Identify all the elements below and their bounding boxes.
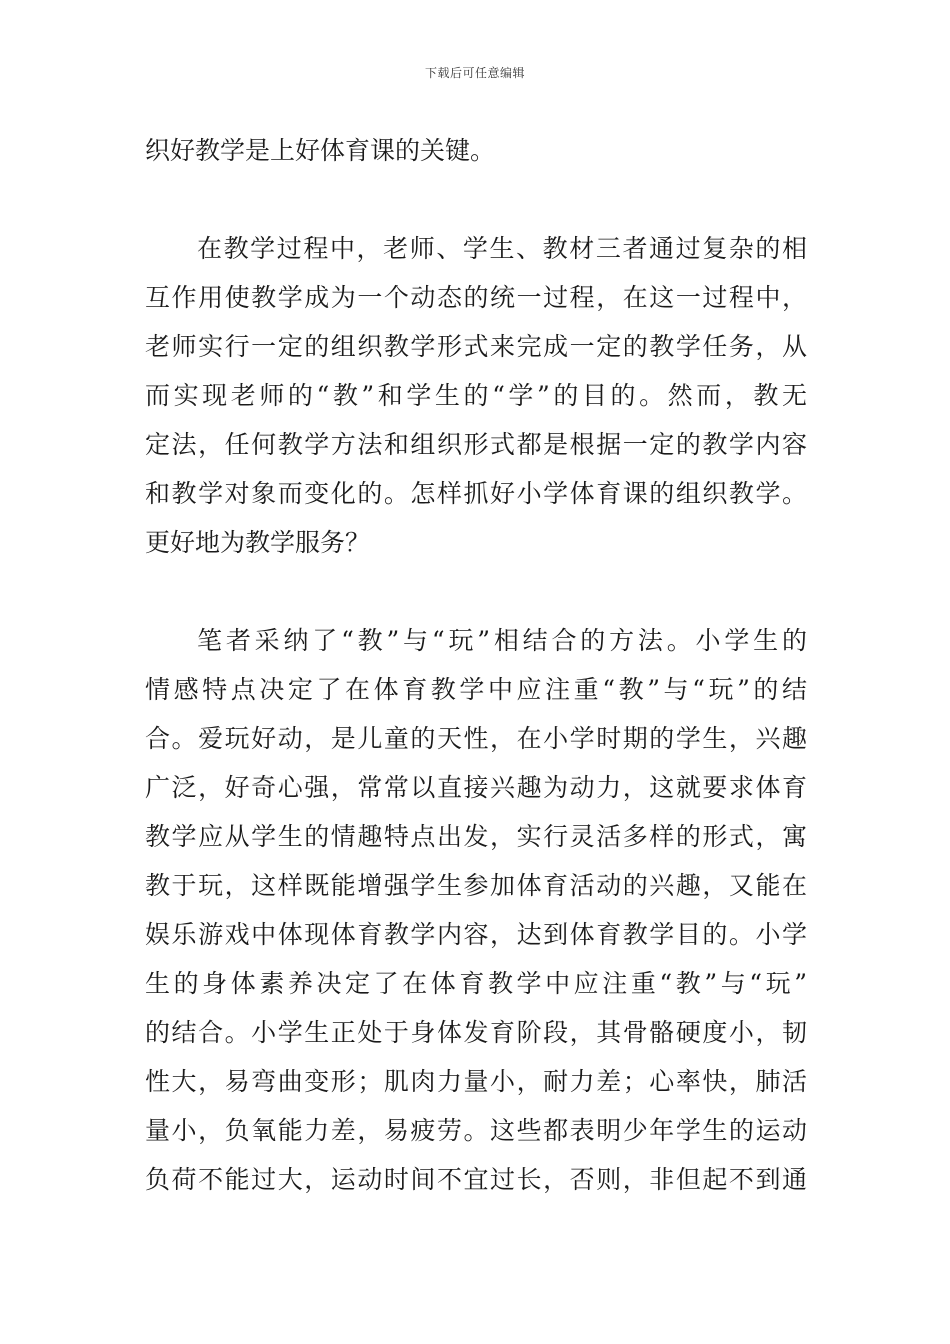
- text-line: 教学应从学生的情趣特点出发，实行灵活多样的形式，寓: [145, 822, 807, 851]
- text-line: 合。爱玩好动，是儿童的天性，在小学时期的学生，兴趣: [145, 724, 807, 753]
- text-line: 织好教学是上好体育课的关键。: [145, 136, 496, 165]
- text-line: 量小，负氧能力差，易疲劳。这些都表明少年学生的运动: [145, 1116, 807, 1145]
- text-line: 笔者采纳了“教”与“玩”相结合的方法。小学生的: [197, 626, 807, 655]
- paragraph-gap: [145, 175, 807, 224]
- text-line: 更好地为教学服务？: [145, 528, 371, 557]
- text-line: 和教学对象而变化的。怎样抓好小学体育课的组织教学。: [145, 479, 807, 508]
- text-line: 广泛，好奇心强，常常以直接兴趣为动力，这就要求体育: [145, 773, 807, 802]
- text-line: 情感特点决定了在体育教学中应注重“教”与“玩”的结: [145, 675, 808, 704]
- text-line: 而实现老师的“教”和学生的“学”的目的。然而，教无: [145, 381, 807, 410]
- document-body: [145, 126, 807, 1204]
- paragraph-3: [145, 616, 807, 1204]
- paragraph-2: [145, 224, 807, 567]
- text-line: 老师实行一定的组织教学形式来完成一定的教学任务，从: [145, 332, 807, 361]
- text-line: 教于玩，这样既能增强学生参加体育活动的兴趣，又能在: [145, 871, 807, 900]
- page-header-note: 下载后可任意编辑: [424, 66, 525, 80]
- text-line: 互作用使教学成为一个动态的统一过程，在这一过程中，: [145, 283, 807, 312]
- text-line: 定法，任何教学方法和组织形式都是根据一定的教学内容: [145, 430, 807, 459]
- text-line: 性大，易弯曲变形；肌肉力量小，耐力差；心率快，肺活: [145, 1067, 807, 1096]
- paragraph-gap: [145, 567, 807, 616]
- text-line: 生的身体素养决定了在体育教学中应注重“教”与“玩”: [145, 969, 807, 998]
- text-line: 在教学过程中，老师、学生、教材三者通过复杂的相: [197, 234, 807, 263]
- paragraph-1: [145, 126, 807, 175]
- text-line: 的结合。小学生正处于身体发育阶段，其骨骼硬度小，韧: [145, 1018, 807, 1047]
- text-line: 负荷不能过大，运动时间不宜过长，否则，非但起不到通: [145, 1165, 807, 1194]
- text-line: 娱乐游戏中体现体育教学内容，达到体育教学目的。小学: [145, 920, 807, 949]
